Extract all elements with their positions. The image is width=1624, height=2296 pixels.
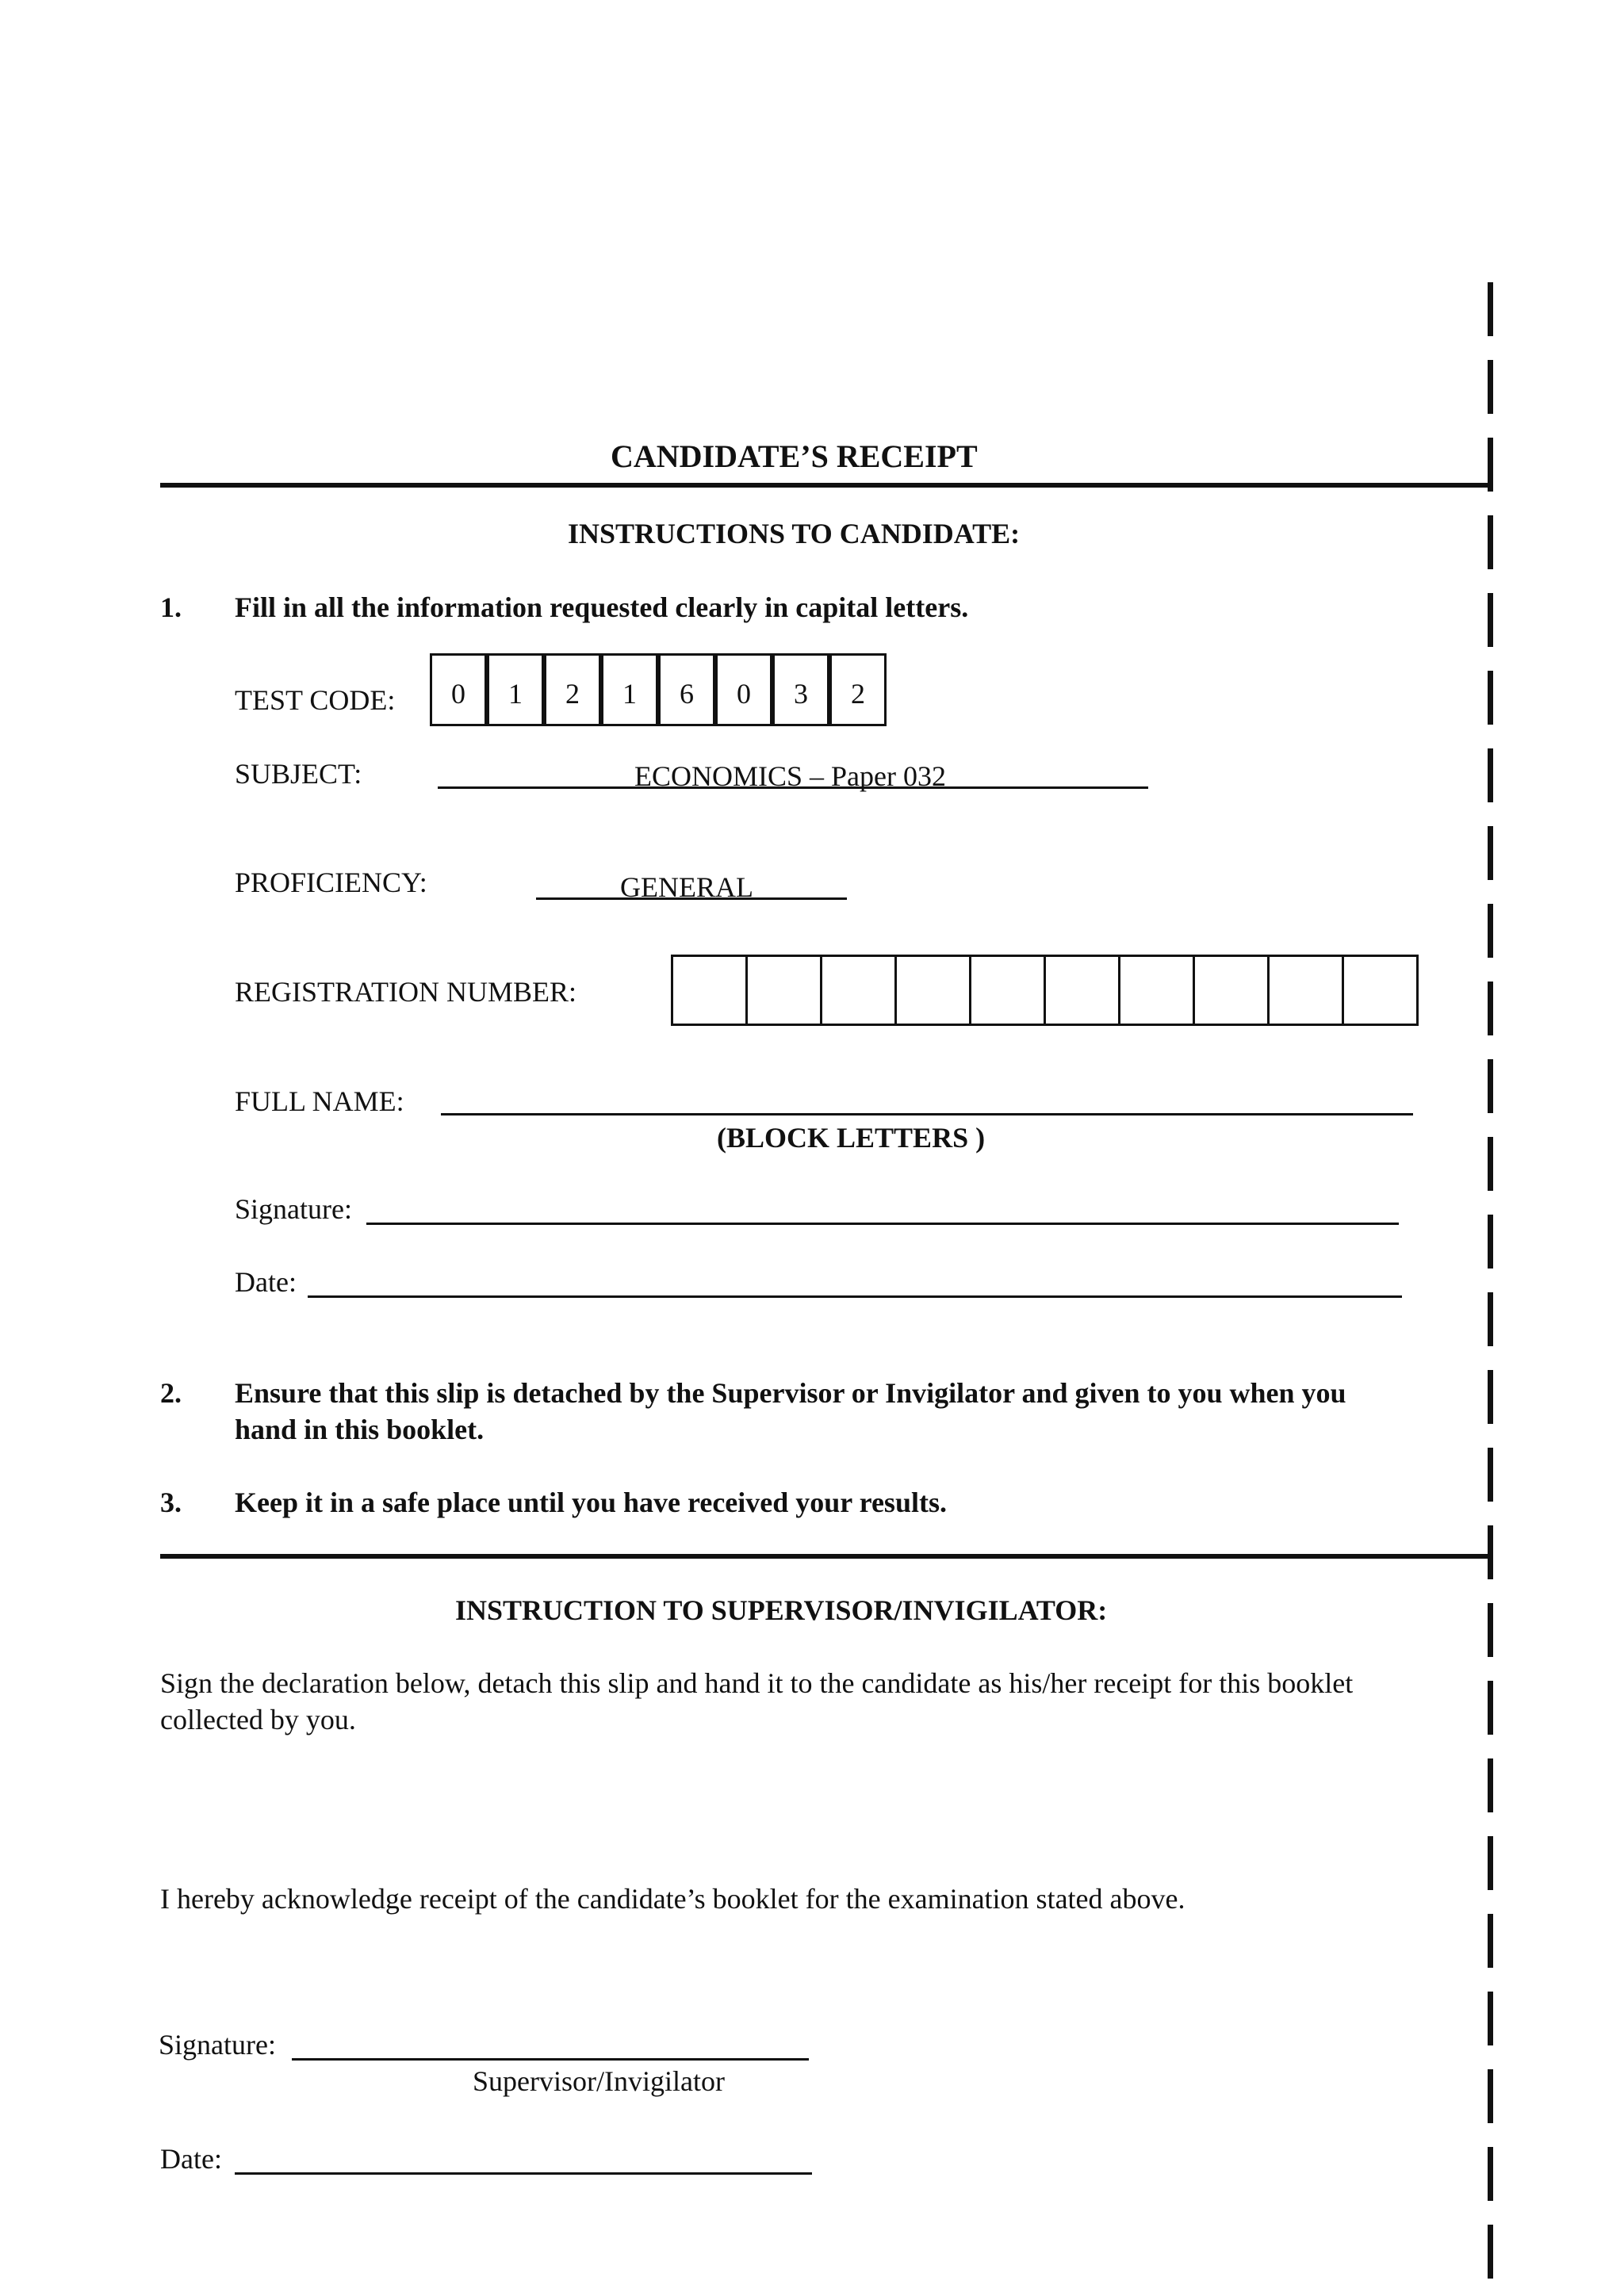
candidate-signature-label: Signature: [235,1193,352,1225]
full-name-field[interactable] [441,1113,1413,1115]
registration-number-box[interactable] [894,955,971,1026]
test-code-digit: 6 [658,653,715,726]
perforation-dash [1488,1525,1493,1579]
test-code-digit: 1 [601,653,658,726]
perforation-dash [1488,1603,1493,1657]
perforation-dash [1488,282,1493,336]
perforation-dash [1488,1914,1493,1968]
registration-number-box[interactable] [1267,955,1344,1026]
registration-number-box[interactable] [1193,955,1270,1026]
supervisor-instruction-line-1: Sign the declaration below, detach this slip and hand it to the candidate as his/her receipt for this booklet [160,1667,1354,1699]
perforation-dash [1488,904,1493,958]
perforation-dash [1488,1370,1493,1424]
top-divider [160,483,1492,488]
perforation-dash [1488,515,1493,569]
registration-number-box[interactable] [1044,955,1120,1026]
perforation-dash [1488,1448,1493,1502]
perforation-dash [1488,2069,1493,2123]
registration-number-label: REGISTRATION NUMBER: [235,976,577,1008]
bottom-divider [160,1554,1492,1559]
test-code-label: TEST CODE: [235,684,396,716]
registration-number-box[interactable] [745,955,822,1026]
perforation-dash [1488,826,1493,880]
perforation-dash [1488,671,1493,725]
supervisor-signature-caption: Supervisor/Invigilator [473,2065,725,2097]
instruction-2-line-1: Ensure that this slip is detached by the Supervisor or Invigilator and given to you when you [235,1377,1346,1409]
perforation-dash [1488,1137,1493,1191]
subject-underline [438,786,1148,789]
registration-number-box[interactable] [1342,955,1419,1026]
instruction-1-number: 1. [160,591,182,623]
proficiency-underline [536,897,847,900]
supervisor-signature-field[interactable] [292,2058,809,2061]
supervisor-instruction-line-2: collected by you. [160,1704,356,1735]
test-code-digit: 2 [544,653,601,726]
instructions-heading: INSTRUCTIONS TO CANDIDATE: [568,518,1021,549]
supervisor-heading: INSTRUCTION TO SUPERVISOR/INVIGILATOR: [455,1594,1108,1626]
registration-number-box[interactable] [820,955,897,1026]
block-letters-note: (BLOCK LETTERS ) [717,1122,986,1154]
supervisor-date-label: Date: [160,2143,222,2175]
instruction-3-text: Keep it in a safe place until you have received your results. [235,1487,947,1518]
instruction-2-number: 2. [160,1377,182,1409]
perforation-dash [1488,982,1493,1035]
perforation-dash [1488,1681,1493,1735]
proficiency-value: GENERAL [620,871,753,903]
perforation-dash [1488,1836,1493,1890]
perforation-dash [1488,593,1493,647]
full-name-label: FULL NAME: [235,1085,404,1117]
candidate-date-field[interactable] [308,1295,1402,1298]
perforation-dash [1488,1215,1493,1269]
registration-number-box[interactable] [969,955,1046,1026]
candidate-date-label: Date: [235,1266,297,1298]
instruction-1-text: Fill in all the information requested clearly in capital letters. [235,591,969,623]
supervisor-date-field[interactable] [235,2172,812,2175]
instruction-3-number: 3. [160,1487,182,1518]
page-title: CANDIDATE’S RECEIPT [611,438,978,474]
instruction-2-line-2: hand in this booklet. [235,1414,485,1445]
test-code-digit: 1 [487,653,544,726]
subject-value: ECONOMICS – Paper 032 [634,760,946,792]
test-code-digit: 0 [430,653,487,726]
acknowledgement-text: I hereby acknowledge receipt of the candidate’s booklet for the examination stated above. [160,1883,1185,1915]
perforation-dash [1488,748,1493,802]
subject-label: SUBJECT: [235,758,362,790]
test-code-digit: 0 [715,653,772,726]
perforation-dash [1488,1992,1493,2045]
perforation-dash [1488,2225,1493,2279]
perforation-dash [1488,2147,1493,2201]
perforation-dash [1488,1059,1493,1113]
registration-number-box[interactable] [1118,955,1195,1026]
candidate-signature-field[interactable] [366,1223,1399,1225]
registration-number-box[interactable] [671,955,748,1026]
supervisor-signature-label: Signature: [159,2029,276,2061]
test-code-digit: 2 [829,653,887,726]
test-code-digit: 3 [772,653,829,726]
perforation-dash [1488,1758,1493,1812]
proficiency-label: PROFICIENCY: [235,867,427,898]
perforation-dash [1488,1292,1493,1346]
perforation-dash [1488,360,1493,414]
